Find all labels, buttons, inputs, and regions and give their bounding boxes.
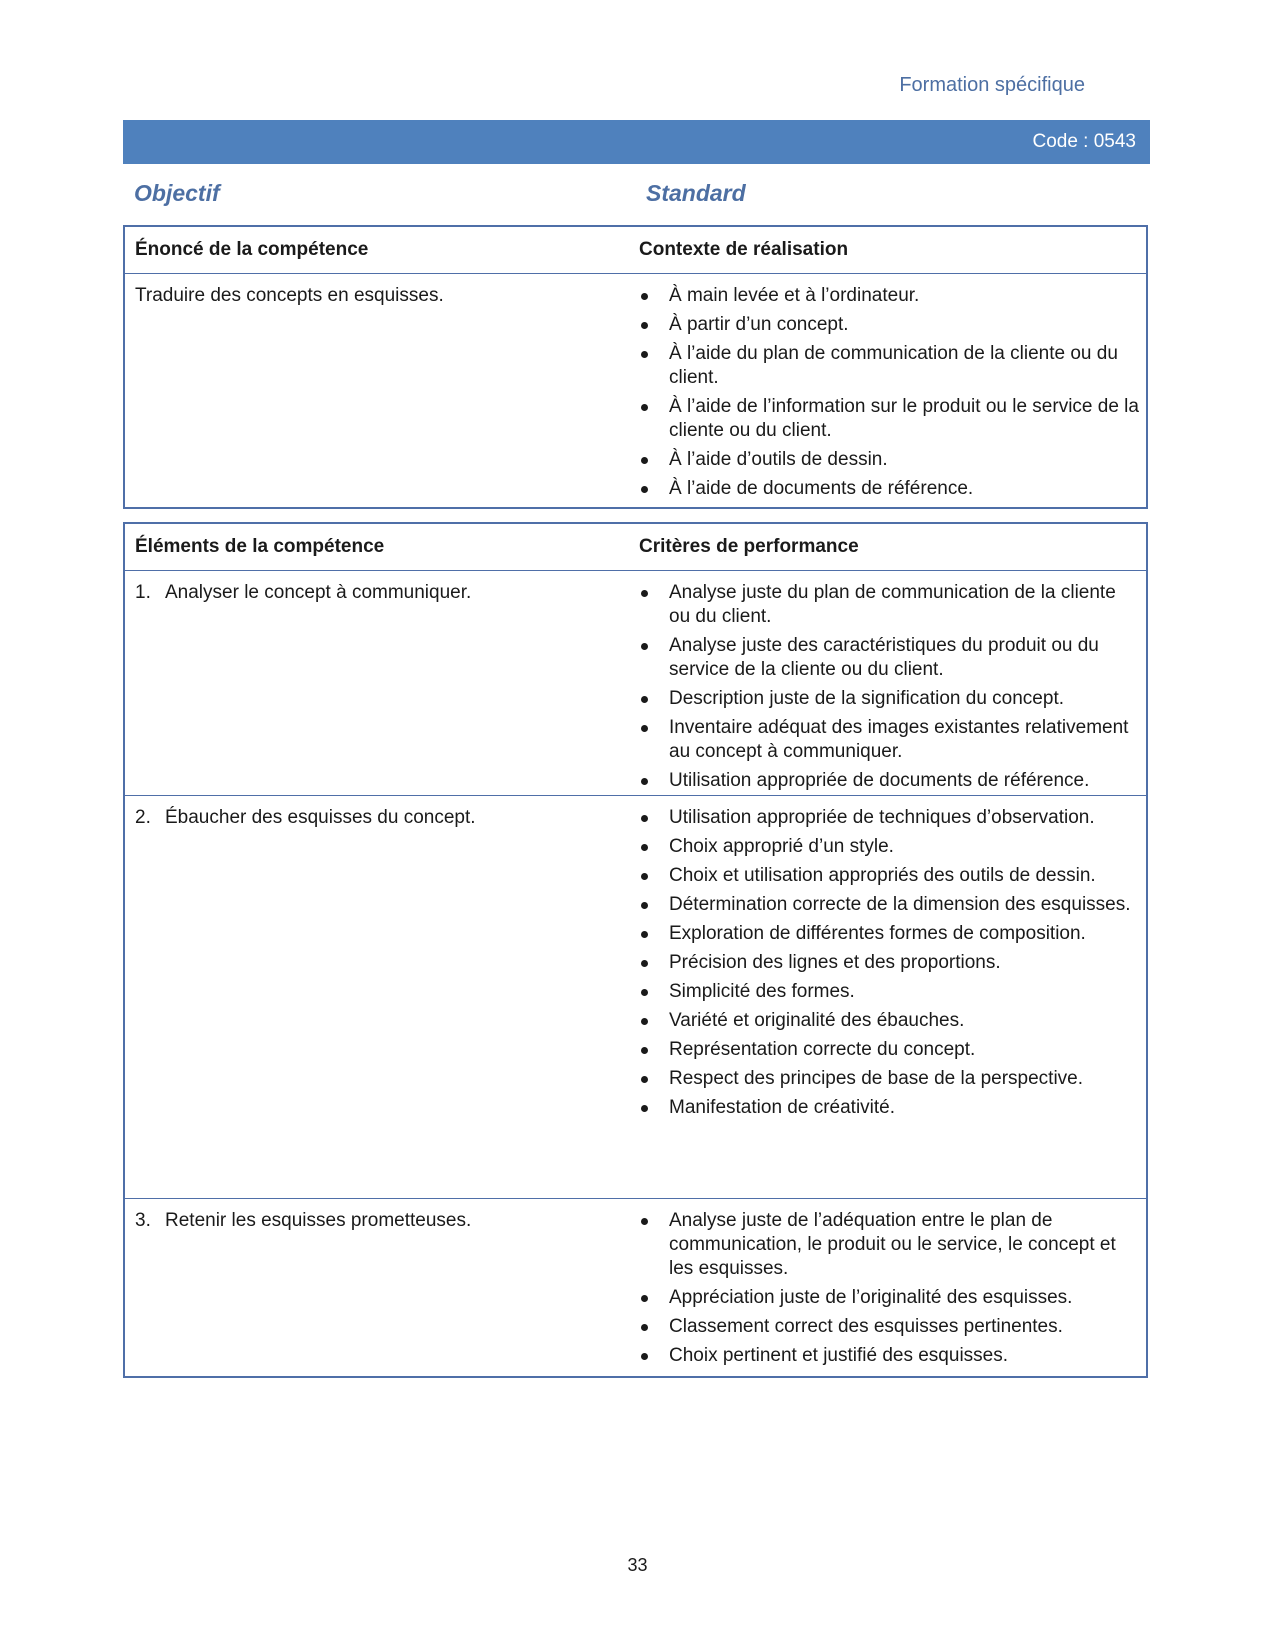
bullet-icon [641,815,648,822]
bullet-icon [641,293,648,300]
table-row [125,1198,1146,1373]
list-item: À l’aide de documents de référence. [639,477,1139,501]
list-item: Choix pertinent et justifié des esquisses. [639,1344,1139,1368]
context-list-cell [639,274,1139,506]
list-item: Choix et utilisation appropriés des outils de dessin. [639,864,1139,888]
criteria-cell [639,1199,1139,1373]
bullet-icon [641,873,648,880]
list-item: Exploration de différentes formes de composition. [639,922,1139,946]
bullet-icon [641,696,648,703]
standard-heading: Standard [646,180,746,206]
elements-table-header [125,524,1146,571]
criteria-cell [639,571,1139,795]
element-number: 3. [135,1210,151,1231]
bullet-icon [641,1018,648,1025]
bullet-icon [641,643,648,650]
bullet-icon [641,322,648,329]
list-item: À l’aide du plan de communication de la cliente ou du client. [639,342,1139,390]
list-item: Analyse juste de l’adéquation entre le plan de communication, le produit ou le service, le concept et les esquisses. [639,1209,1139,1281]
page-number: 33 [627,1555,648,1575]
list-item: Détermination correcte de la dimension des esquisses. [639,893,1139,917]
element-cell [125,796,639,1198]
table-row [125,571,1146,795]
list-item: Respect des principes de base de la perspective. [639,1067,1139,1091]
list-item: Simplicité des formes. [639,980,1139,1004]
competence-statement: Traduire des concepts en esquisses. [135,285,444,306]
elements-table [123,522,1148,1378]
competence-row [125,274,1146,506]
list-item: Précision des lignes et des proportions. [639,951,1139,975]
list-item: Manifestation de créativité. [639,1096,1139,1120]
program-code: Code : 0543 [1032,131,1136,152]
bullet-icon [641,590,648,597]
context-header: Contexte de réalisation [639,239,849,260]
bullet-icon [641,844,648,851]
objective-heading: Objectif [134,180,220,206]
bullet-icon [641,457,648,464]
bullet-icon [641,1353,648,1360]
table-row [125,795,1146,1198]
column-headings [134,180,1144,208]
list-item: Choix approprié d’un style. [639,835,1139,859]
list-item: À l’aide d’outils de dessin. [639,448,1139,472]
competence-table-header [125,227,1146,274]
criteria-list [639,806,1139,1120]
statement-header: Énoncé de la compétence [135,239,369,260]
list-item: Représentation correcte du concept. [639,1038,1139,1062]
element-cell [125,1199,639,1373]
criteria-list [639,1209,1139,1368]
bullet-icon [641,931,648,938]
element-text: Retenir les esquisses prometteuses. [165,1210,472,1231]
bullet-icon [641,1076,648,1083]
bullet-icon [641,1295,648,1302]
competence-table [123,225,1148,509]
bullet-icon [641,1218,648,1225]
bullet-icon [641,1324,648,1331]
list-item: Utilisation appropriée de techniques d’observation. [639,806,1139,830]
bullet-icon [641,486,648,493]
list-item: Appréciation juste de l’originalité des esquisses. [639,1286,1139,1310]
list-item: À partir d’un concept. [639,313,1139,337]
elements-header: Éléments de la compétence [135,536,385,557]
element-text: Analyser le concept à communiquer. [165,582,472,603]
list-item: Utilisation appropriée de documents de référence. [639,769,1139,793]
bullet-icon [641,351,648,358]
criteria-cell [639,796,1139,1198]
element-cell [125,571,639,795]
list-item: Variété et originalité des ébauches. [639,1009,1139,1033]
list-item: Analyse juste du plan de communication de la cliente ou du client. [639,581,1139,629]
list-item: Description juste de la signification du concept. [639,687,1139,711]
criteria-header: Critères de performance [639,536,859,557]
bullet-icon [641,778,648,785]
bullet-icon [641,725,648,732]
list-item: Inventaire adéquat des images existantes relativement au concept à communiquer. [639,716,1139,764]
code-banner [123,120,1150,164]
list-item: Analyse juste des caractéristiques du produit ou du service de la cliente ou du client. [639,634,1139,682]
bullet-icon [641,1047,648,1054]
bullet-icon [641,902,648,909]
element-number: 1. [135,582,151,603]
document-section-label: Formation spécifique [899,74,1085,96]
element-number: 2. [135,807,151,828]
context-list [639,284,1139,501]
list-item: Classement correct des esquisses pertinentes. [639,1315,1139,1339]
list-item: À main levée et à l’ordinateur. [639,284,1139,308]
criteria-list [639,581,1139,793]
element-text: Ébaucher des esquisses du concept. [165,807,476,828]
list-item: À l’aide de l’information sur le produit ou le service de la cliente ou du client. [639,395,1139,443]
bullet-icon [641,960,648,967]
bullet-icon [641,1105,648,1112]
bullet-icon [641,989,648,996]
bullet-icon [641,404,648,411]
